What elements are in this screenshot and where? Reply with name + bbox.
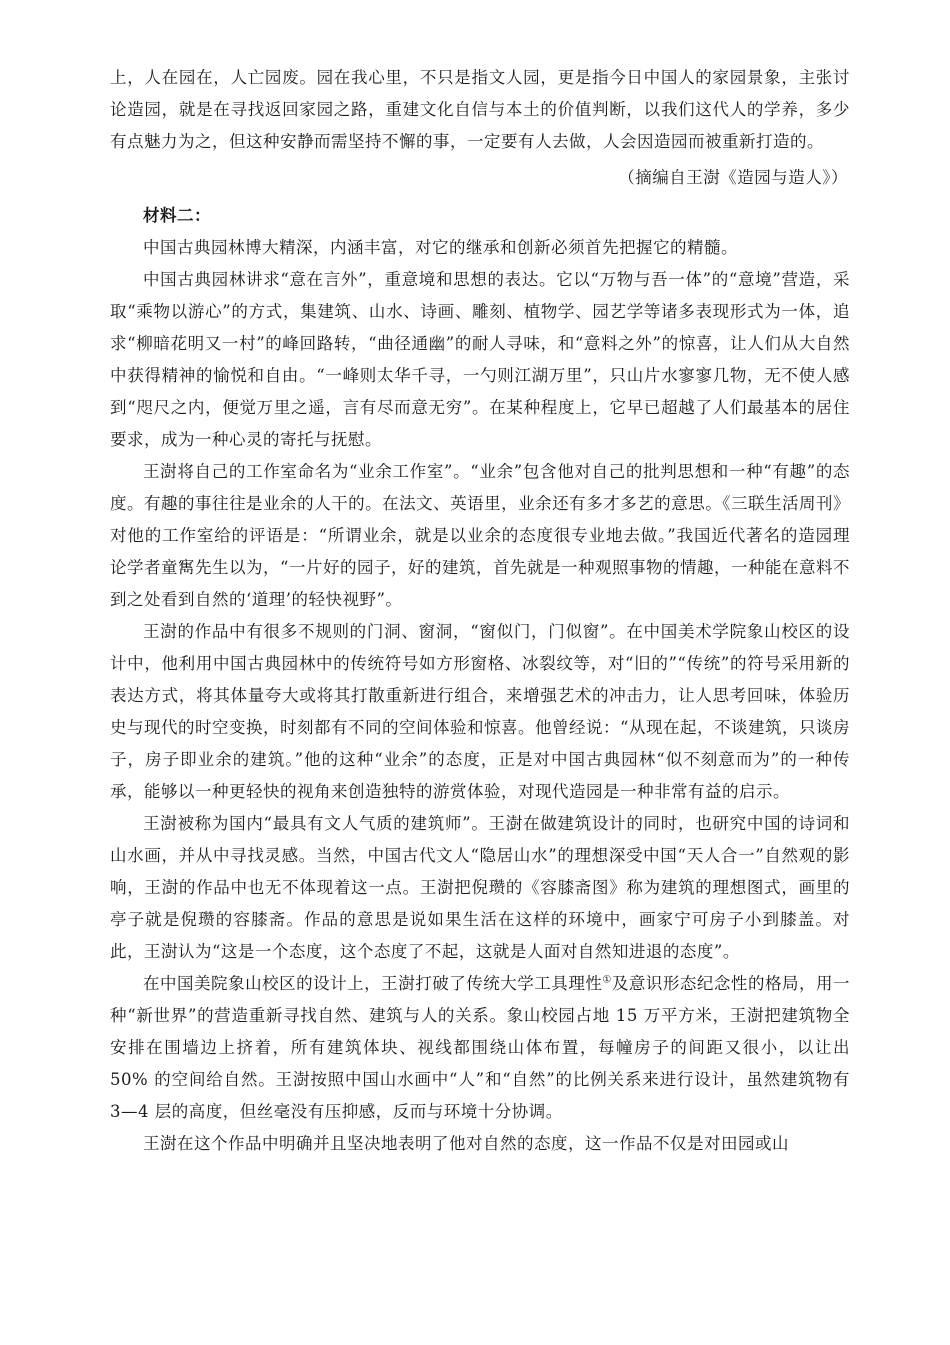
document-page (110, 62, 850, 1160)
material1-source: （摘编自王澍《造园与造人》） (618, 168, 848, 187)
paragraph-5: 王澍被称为国内“最具有文人气质的建筑师”。王澍在做建筑设计的同时，也研究中国的诗词和山水画，并从中寻找灵感。当然，中国古代文人“隐居山水”的理想深受中国“天人合一”自然观的影响，王澍的作品中也无不体现着这一点。王澍把倪瓒的《容膝斋图》称为建筑的理想图式，画里的亭子就是倪瓒的容膝斋。作品的意思是说如果生活在这样的环境中，画家宁可房子小到膝盖。对此，王澍认为“这是一个态度，这个态度了不起，这就是人面对自然知进退的态度”。 (110, 814, 850, 961)
material1-continuation: 上，人在园在，人亡园废。园在我心里，不只是指文人园，更是指今日中国人的家园景象，主张讨论造园，就是在寻找返回家园之路，重建文化自信与本土的价值判断，以我们这代人的学养，多少有点魅力为之，但这种安静而需坚持不懈的事，一定要有人去做，人会因造园而被重新打造的。 (110, 68, 850, 151)
footnote-marker: ① (602, 974, 612, 986)
paragraph-6-after: 及意识形态纪念性的格局，用一种“新世界”的营造重新寻找自然、建筑与人的关系。象山校园占地 15 万平方米，王澍把建筑物全安排在围墙边上挤着，所有建筑体块、视线都围绕山体布置，每幢房子的间距又很小，以让出 50% 的空间给自然。王澍按照中国山水画中“人”和“自然”的比例关系来进行设计，虽然建筑物有 3—4 层的高度，但丝毫没有压抑感，反而与环境十分协调。 (110, 974, 851, 1121)
paragraph-4: 王澍的作品中有很多不规则的门洞、窗洞，“窗似门，门似窗”。在中国美术学院象山校区的设计中，他利用中国古典园林中的传统符号如方形窗格、冰裂纹等，对“旧的”“传统”的符号采用新的表达方式，将其体量夸大或将其打散重新进行组合，来增强艺术的冲击力，让人思考回味，体验历史与现代的时空变换，时刻都有不同的空间体验和惊喜。他曾经说：“从现在起，不谈建筑，只谈房子，房子即业余的建筑。”他的这种“业余”的态度，正是对中国古典园林“似不刻意而为”的一种传承，能够以一种更轻快的视角来创造独特的游赏体验，对现代造园是一种非常有益的启示。 (110, 622, 850, 801)
paragraph-6-before: 在中国美院象山校区的设计上，王澍打破了传统大学工具理性 (143, 974, 603, 993)
paragraph-7: 王澍在这个作品中明确并且坚决地表明了他对自然的态度，这一作品不仅是对田园或山 (143, 1134, 789, 1153)
paragraph-1: 中国古典园林博大精深，内涵丰富，对它的继承和创新必须首先把握它的精髓。 (143, 238, 738, 257)
material2-heading: 材料二： (143, 206, 211, 225)
paragraph-6 (110, 968, 850, 1128)
paragraph-3: 王澍将自己的工作室命名为“业余工作室”。“业余”包含他对自己的批判思想和一种“有趣”的态度。有趣的事往往是业余的人干的。在法文、英语里，业余还有多才多艺的意思。《三联生活周刊》对他的工作室给的评语是：“所谓业余，就是以业余的态度很专业地去做。”我国近代著名的造园理论学者童寯先生以为，“一片好的园子，好的建筑，首先就是一种观照事物的情趣，一种能在意料不到之处看到自然的‘道理’的轻快视野”。 (110, 462, 850, 609)
paragraph-2: 中国古典园林讲求“意在言外”，重意境和思想的表达。它以“万物与吾一体”的“意境”营造，采取“乘物以游心”的方式，集建筑、山水、诗画、雕刻、植物学、园艺学等诸多表现形式为一体，追求“柳暗花明又一村”的峰回路转，“曲径通幽”的耐人寻味，和“意料之外”的惊喜，让人们从大自然中获得精神的愉悦和自由。“一峰则太华千寻，一勺则江湖万里”，只山片水寥寥几物，无不使人感到“咫尺之内，便觉万里之遥，言有尽而意无穷”。在某种程度上，它早已超越了人们最基本的居住要求，成为一种心灵的寄托与抚慰。 (110, 270, 850, 449)
